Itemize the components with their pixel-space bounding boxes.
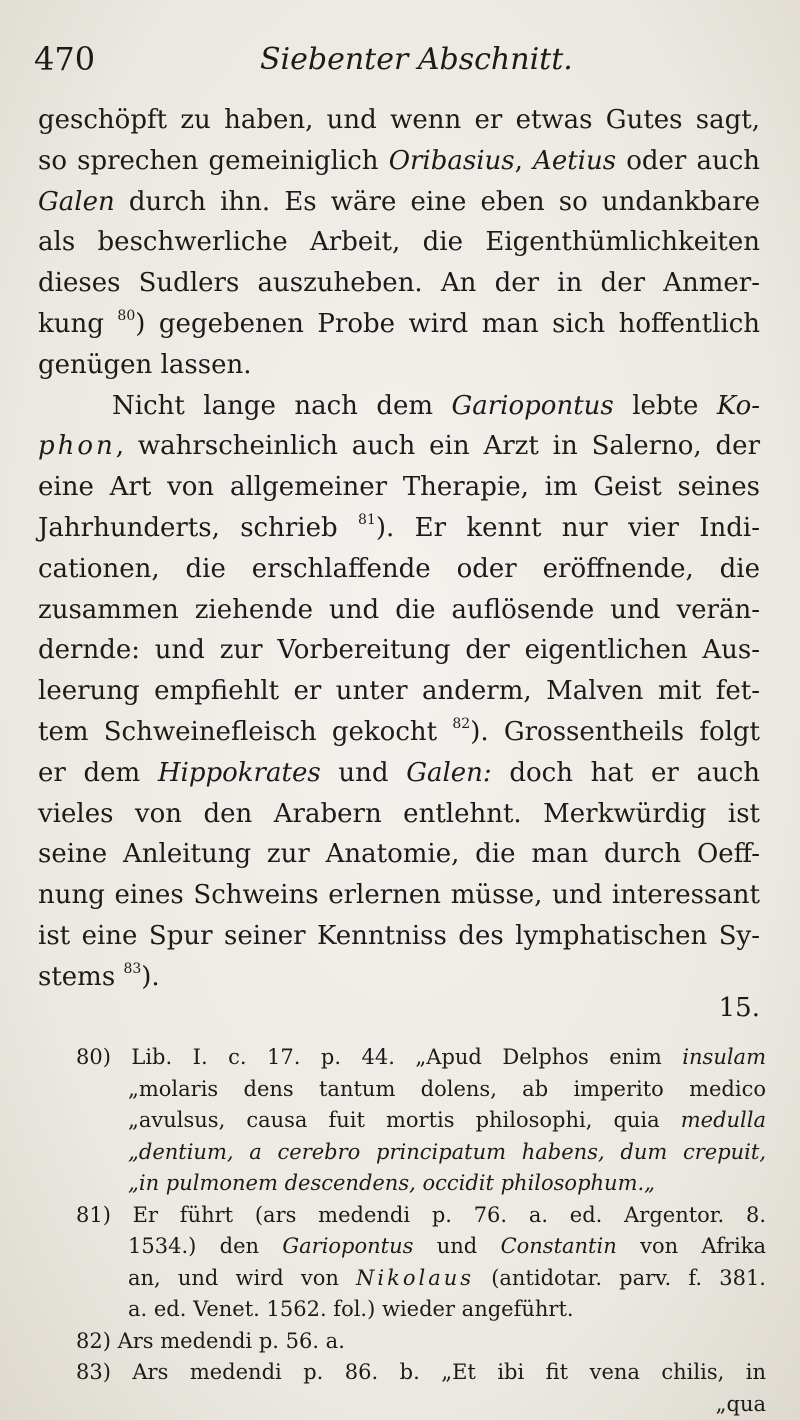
author-name: Gariopontus [282,1234,414,1258]
text-span: „molaris dens tantum dolens, ab imperito medico [128,1076,766,1101]
signature-mark: 15. [718,993,760,1023]
text-line [38,630,760,671]
text-span: „avulsus, causa fuit mortis philosophi, quia [128,1108,660,1132]
text-line [38,426,760,467]
page-number: 470 [34,40,96,78]
author-name: Ko- [716,390,761,421]
footnote-line [76,1294,766,1326]
text-line [38,345,760,386]
running-head: Siebenter Abschnitt. [260,42,573,77]
text-line [38,141,760,182]
author-name: Galen: [406,757,492,788]
footnote-line [76,1042,766,1074]
footnote-ref: 81 [358,511,376,528]
text-span: er dem [38,757,141,788]
text-span: zusammen ziehende und die auflösende und verän- [38,594,760,625]
text-span: an, und wird von [128,1265,339,1290]
main-text [38,100,760,998]
text-span: stems [38,961,116,992]
author-name: Oribasius [388,145,515,176]
text-line [38,794,760,835]
text-span: oder auch [626,145,761,176]
text-span: Jahrhunderts, schrieb [38,512,338,543]
text-line [38,957,760,998]
text-span: , wahrscheinlich auch ein Arzt in Salerno, der [115,431,760,462]
text-span: „dentium, a cerebro principatum habens, dum crepuit, [128,1139,766,1164]
footnote-line [76,1105,766,1137]
text-line [38,508,760,549]
text-line [38,671,760,712]
text-span: geschöpft zu haben, und wenn er etwas Gutes sagt, [38,105,760,135]
text-span: ). Er kennt nur vier Indi- [375,512,761,543]
text-span: 1534.) den [128,1234,260,1258]
footnote-line [76,1231,766,1263]
footnote-line [76,1200,766,1232]
text-span: 80) Lib. I. c. 17. p. 44. „Apud Delphos enim [76,1045,662,1069]
text-line [38,263,760,304]
text-span: und [436,1234,478,1258]
text-span: a. ed. Venet. 1562. fol.) wieder angeführt. [128,1297,574,1321]
text-span: eine Art von allgemeiner Therapie, im Geist seines [38,472,760,503]
text-span: 82) Ars medendi p. 56. a. [76,1328,345,1353]
footnote-ref: 82 [452,715,471,732]
text-span: dieses Sudlers auszuheben. An der in der Anmer- [38,268,760,299]
page-header [34,40,760,80]
author-name: Galen [38,186,115,217]
text-line [38,304,760,345]
text-span: genügen lassen. [38,349,252,380]
text-line [38,916,760,957]
author-name: phon [38,431,116,462]
text-line [38,549,760,590]
author-name: Nikolaus [356,1265,475,1290]
text-line [38,386,760,427]
text-span: tem Schweinefleisch gekocht [38,716,438,747]
text-line [38,467,760,508]
footnote-line [76,1389,766,1420]
text-span: von Afrika [640,1234,766,1258]
text-span: vieles von den Arabern entlehnt. Merkwürdig ist [38,798,760,829]
footnote-line [76,1326,766,1358]
author-name: Aetius [533,145,617,176]
footnote-line [76,1168,766,1200]
text-span: ist eine Spur seiner Kenntniss des lymphatischen Sy- [38,920,760,951]
footnote-line [76,1137,766,1169]
text-span: „in pulmonem descendens, occidit philosophum.„ [128,1171,656,1195]
text-span: durch ihn. Es wäre eine eben so undankbare [128,186,760,217]
text-span: cationen, die erschlaffende oder eröffnende, die [38,553,760,584]
text-span: so sprechen gemeiniglich [38,145,379,176]
text-span: seine Anleitung zur Anatomie, die man durch Oeff- [38,839,760,870]
text-span: doch hat er auch [509,757,761,788]
text-span: 81) Er führt (ars medendi p. 76. a. ed. Argentor. 8. [76,1202,766,1227]
text-span: kung [38,308,104,339]
text-line [38,182,760,223]
text-span: als beschwerliche Arbeit, die Eigenthümlichkeiten [38,227,760,258]
text-span: (antidotar. parv. f. 381. [491,1265,766,1290]
text-span: , [514,145,523,176]
text-span: ). [141,961,160,992]
text-line [38,590,760,631]
text-span: ). Grossentheils folgt [470,716,761,747]
footnote-ref: 83 [123,960,142,977]
text-line [38,222,760,263]
text-span: dernde: und zur Vorbereitung der eigentlichen Aus- [38,635,760,666]
text-line [38,712,760,753]
text-line [38,753,760,794]
catchword: „qua [715,1391,766,1416]
author-name: Hippokrates [157,757,321,788]
footnote-line [76,1263,766,1295]
footnote-ref: 80 [117,307,136,324]
footnote-line [76,1357,766,1389]
footnote-line [76,1074,766,1106]
text-span: medulla [680,1108,766,1132]
text-span: Nicht lange nach dem [112,390,434,421]
text-span: ) gegebenen Probe wird man sich hoffentlich [135,308,761,339]
text-line [38,834,760,875]
text-span: insulam [682,1045,766,1069]
text-line [38,875,760,916]
text-line [38,100,760,141]
footnotes [76,1042,766,1420]
text-span: 83) Ars medendi p. 86. b. „Et ibi fit vena chilis, in [76,1360,766,1384]
text-span: und [338,757,389,788]
author-name: Gariopontus [451,390,614,421]
text-span: nung eines Schweins erlernen müsse, und interessant [38,880,760,911]
text-span: leerung empfiehlt er unter anderm, Malven mit fet- [38,676,760,707]
author-name: Constantin [500,1234,617,1258]
text-span: lebte [632,390,699,421]
